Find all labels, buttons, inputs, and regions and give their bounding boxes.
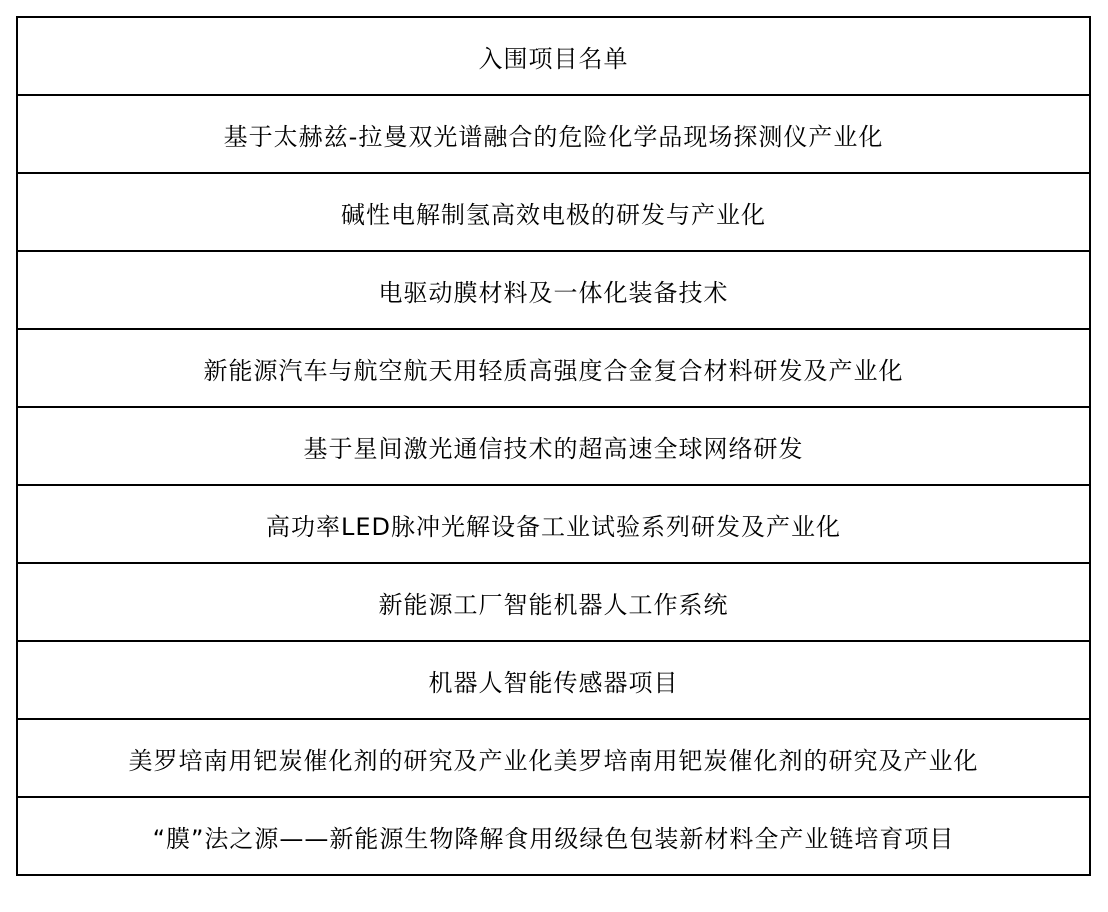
- project-name-cell: 高功率LED脉冲光解设备工业试验系列研发及产业化: [17, 485, 1090, 563]
- shortlist-table: [16, 16, 1091, 876]
- table-header-row: [17, 17, 1090, 95]
- table-header: 入围项目名单: [17, 17, 1090, 95]
- table-row: [17, 173, 1090, 251]
- project-name-cell: 基于星间激光通信技术的超高速全球网络研发: [17, 407, 1090, 485]
- table-row: [17, 641, 1090, 719]
- project-name-cell: 基于太赫兹-拉曼双光谱融合的危险化学品现场探测仪产业化: [17, 95, 1090, 173]
- table-row: [17, 407, 1090, 485]
- project-name-cell: 新能源工厂智能机器人工作系统: [17, 563, 1090, 641]
- table-row: [17, 485, 1090, 563]
- project-name-cell: 新能源汽车与航空航天用轻质高强度合金复合材料研发及产业化: [17, 329, 1090, 407]
- project-name-cell: 美罗培南用钯炭催化剂的研究及产业化美罗培南用钯炭催化剂的研究及产业化: [17, 719, 1090, 797]
- table-row: [17, 329, 1090, 407]
- table-row: [17, 95, 1090, 173]
- table-row: [17, 563, 1090, 641]
- table-row: [17, 719, 1090, 797]
- table-row: [17, 797, 1090, 875]
- project-name-cell: 碱性电解制氢高效电极的研发与产业化: [17, 173, 1090, 251]
- project-name-cell: 机器人智能传感器项目: [17, 641, 1090, 719]
- project-name-cell: 电驱动膜材料及一体化装备技术: [17, 251, 1090, 329]
- project-name-cell: “膜”法之源——新能源生物降解食用级绿色包装新材料全产业链培育项目: [17, 797, 1090, 875]
- table-row: [17, 251, 1090, 329]
